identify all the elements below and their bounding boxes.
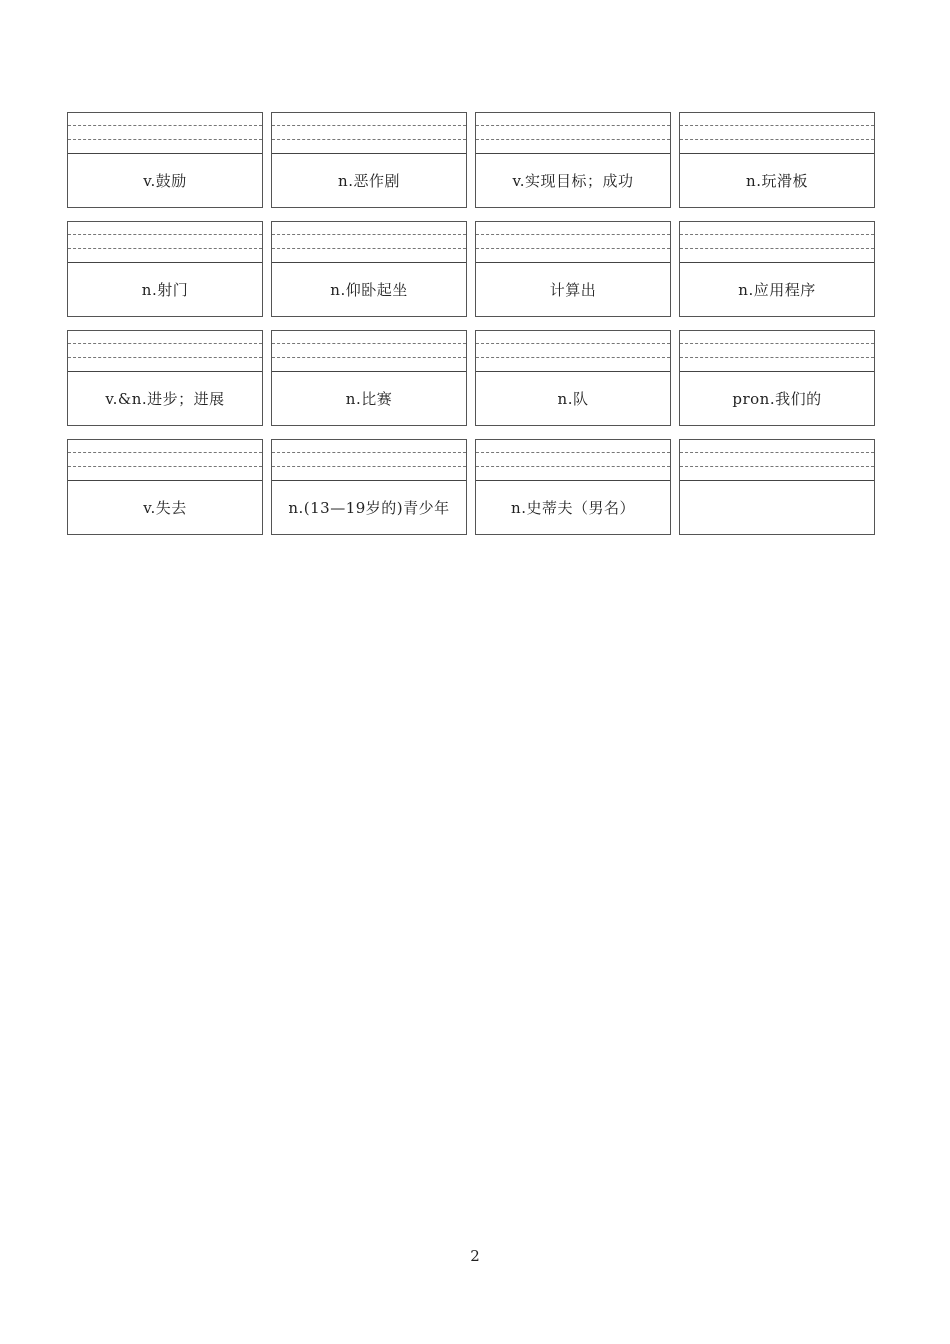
guide-line xyxy=(476,139,670,140)
card-meaning xyxy=(680,481,874,534)
guide-line xyxy=(476,357,670,358)
vocab-card xyxy=(475,439,671,535)
writing-lines xyxy=(476,331,670,372)
guide-line xyxy=(476,125,670,126)
card-meaning: v.实现目标；成功 xyxy=(512,172,634,190)
vocab-card xyxy=(271,330,467,426)
writing-lines xyxy=(68,440,262,481)
guide-line xyxy=(272,139,466,140)
guide-line xyxy=(272,234,466,235)
guide-line xyxy=(68,248,262,249)
guide-line xyxy=(476,234,670,235)
guide-line xyxy=(680,125,874,126)
guide-line xyxy=(680,343,874,344)
card-meaning: n.应用程序 xyxy=(738,281,816,299)
card-meaning: n.玩滑板 xyxy=(746,172,808,190)
vocab-card xyxy=(271,112,467,208)
writing-lines xyxy=(272,222,466,263)
writing-lines xyxy=(680,222,874,263)
guide-line xyxy=(476,452,670,453)
card-meaning: 计算出 xyxy=(549,281,597,299)
guide-line xyxy=(272,357,466,358)
guide-line xyxy=(68,343,262,344)
guide-line xyxy=(476,466,670,467)
guide-line xyxy=(272,452,466,453)
guide-line xyxy=(476,248,670,249)
card-meaning: pron.我们的 xyxy=(732,390,822,408)
writing-lines xyxy=(68,113,262,154)
card-meaning: n.恶作剧 xyxy=(338,172,400,190)
writing-lines xyxy=(680,331,874,372)
writing-lines xyxy=(272,113,466,154)
guide-line xyxy=(272,125,466,126)
card-meaning: n.仰卧起坐 xyxy=(330,281,408,299)
vocab-card xyxy=(475,221,671,317)
guide-line xyxy=(272,466,466,467)
guide-line xyxy=(68,234,262,235)
guide-line xyxy=(272,248,466,249)
guide-line xyxy=(68,466,262,467)
writing-lines xyxy=(476,440,670,481)
guide-line xyxy=(476,343,670,344)
guide-line xyxy=(680,357,874,358)
vocab-card xyxy=(475,330,671,426)
card-meaning: n.史蒂夫（男名） xyxy=(511,499,635,517)
writing-lines xyxy=(476,222,670,263)
vocab-card xyxy=(271,221,467,317)
vocab-card xyxy=(271,439,467,535)
vocab-card-grid xyxy=(67,112,875,535)
card-meaning: n.比赛 xyxy=(345,390,393,408)
vocab-card xyxy=(679,112,875,208)
guide-line xyxy=(680,248,874,249)
writing-lines xyxy=(476,113,670,154)
card-meaning: n.(13—19岁的)青少年 xyxy=(288,499,450,517)
writing-lines xyxy=(272,331,466,372)
writing-lines xyxy=(272,440,466,481)
vocab-card xyxy=(67,439,263,535)
vocab-card xyxy=(67,330,263,426)
guide-line xyxy=(680,452,874,453)
vocab-card xyxy=(67,112,263,208)
card-meaning: v.失去 xyxy=(143,499,187,517)
guide-line xyxy=(68,139,262,140)
card-meaning: n.队 xyxy=(557,390,589,408)
guide-line xyxy=(680,139,874,140)
vocab-card xyxy=(475,112,671,208)
guide-line xyxy=(680,466,874,467)
guide-line xyxy=(68,125,262,126)
guide-line xyxy=(68,357,262,358)
guide-line xyxy=(68,452,262,453)
card-meaning: n.射门 xyxy=(141,281,189,299)
writing-lines xyxy=(680,113,874,154)
card-meaning: v.鼓励 xyxy=(143,172,187,190)
writing-lines xyxy=(68,222,262,263)
vocab-card xyxy=(679,330,875,426)
vocab-card xyxy=(679,439,875,535)
vocab-card xyxy=(67,221,263,317)
guide-line xyxy=(680,234,874,235)
guide-line xyxy=(272,343,466,344)
writing-lines xyxy=(680,440,874,481)
card-meaning: v.&n.进步；进展 xyxy=(105,390,225,408)
writing-lines xyxy=(68,331,262,372)
vocab-card xyxy=(679,221,875,317)
page-number: 2 xyxy=(470,1247,480,1265)
